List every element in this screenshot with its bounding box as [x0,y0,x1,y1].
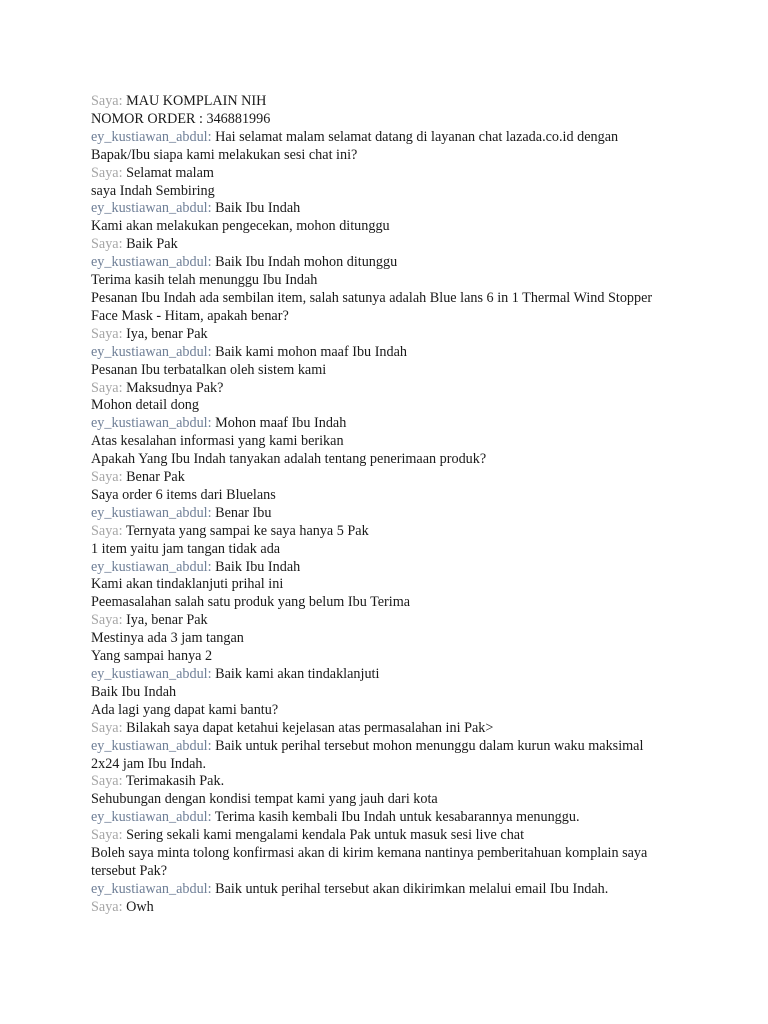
transcript-line [91,809,671,827]
transcript-line [91,666,671,684]
message-text: Terima kasih kembali Ibu Indah untuk kesabarannya menunggu. [214,809,580,826]
agent-name: ey_kustiawan_abdul: [91,343,212,360]
transcript-line [91,165,671,183]
message-text: Mohon detail dong [91,397,199,414]
transcript-line [91,899,671,917]
message-text: saya Indah Sembiring [91,182,215,199]
chat-transcript [91,93,671,917]
message-text: Peemasalahan salah satu produk yang belum Ibu Terima [91,594,411,611]
message-text: MAU KOMPLAIN NIH [126,93,267,109]
message-text: Baik untuk perihal tersebut mohon menunggu dalam kurun waku maksimal 2x24 jam Ibu Indah. [91,737,647,772]
message-text: Terimakasih Pak. [125,773,225,790]
transcript-line [91,505,671,523]
transcript-line [91,254,671,272]
user-name: Saya: [91,93,123,109]
message-text: Terima kasih telah menunggu Ibu Indah [91,272,318,289]
transcript-line [91,827,671,845]
transcript-line [91,362,671,380]
message-text: Baik Pak [126,236,178,253]
message-text: Yang sampai hanya 2 [91,648,213,665]
message-text: Saya order 6 items dari Bluelans [91,486,276,503]
message-text: Benar Pak [126,469,185,486]
transcript-line [91,702,671,720]
message-text: 1 item yaitu jam tangan tidak ada [91,540,281,557]
user-name: Saya: [91,236,123,253]
transcript-line [91,380,671,398]
message-text: Maksudnya Pak? [126,379,224,396]
message-text: Pesanan Ibu Indah ada sembilan item, salah satunya adalah Blue lans 6 in 1 Thermal Wind Stopper Face Mask - Hitam, apakah benar? [91,289,656,324]
agent-name: ey_kustiawan_abdul: [91,880,212,897]
message-text: Sehubungan dengan kondisi tempat kami yang jauh dari kota [91,791,438,808]
transcript-line [91,93,671,111]
transcript-line [91,684,671,702]
agent-name: ey_kustiawan_abdul: [91,809,212,826]
user-name: Saya: [91,898,123,915]
agent-name: ey_kustiawan_abdul: [91,504,212,521]
transcript-line [91,576,671,594]
message-text: Iya, benar Pak [126,325,208,342]
transcript-line [91,648,671,666]
user-name: Saya: [91,325,123,342]
message-text: NOMOR ORDER : 346881996 [91,110,271,127]
transcript-line [91,433,671,451]
transcript-line [91,720,671,738]
agent-name: ey_kustiawan_abdul: [91,128,212,145]
agent-name: ey_kustiawan_abdul: [91,737,212,754]
message-text: Hai selamat malam selamat datang di layanan chat lazada.co.id dengan Bapak/Ibu siapa kami melakukan sesi chat ini? [91,128,622,163]
transcript-line [91,487,671,505]
user-name: Saya: [91,827,123,844]
transcript-line [91,415,671,433]
transcript-line [91,738,671,774]
user-name: Saya: [91,612,123,629]
message-text: Benar Ibu [215,504,272,521]
message-text: Baik Ibu Indah [91,683,177,700]
agent-name: ey_kustiawan_abdul: [91,666,212,682]
message-text: Baik Ibu Indah [215,200,301,217]
message-text: Ternyata yang sampai ke saya hanya 5 Pak [125,522,369,539]
transcript-line [91,845,671,881]
transcript-line [91,773,671,791]
message-text: Iya, benar Pak [126,612,208,629]
transcript-line [91,881,671,899]
message-text: Baik Ibu Indah [215,558,301,575]
agent-name: ey_kustiawan_abdul: [91,415,212,432]
message-text: Baik kami mohon maaf Ibu Indah [215,343,408,360]
transcript-line [91,326,671,344]
agent-name: ey_kustiawan_abdul: [91,558,212,575]
transcript-line [91,559,671,577]
message-text: Selamat malam [126,164,214,181]
message-text: Mestinya ada 3 jam tangan [91,630,244,647]
message-text: Kami akan melakukan pengecekan, mohon ditunggu [91,218,390,235]
user-name: Saya: [91,469,123,486]
transcript-line [91,218,671,236]
transcript-line [91,183,671,201]
transcript-line [91,791,671,809]
transcript-line [91,451,671,469]
transcript-line [91,594,671,612]
message-text: Atas kesalahan informasi yang kami berikan [91,433,344,450]
user-name: Saya: [91,773,123,790]
transcript-line [91,344,671,362]
message-text: Apakah Yang Ibu Indah tanyakan adalah tentang penerimaan produk? [91,451,487,468]
transcript-line [91,129,671,165]
transcript-line [91,111,671,129]
message-text: Bilakah saya dapat ketahui kejelasan atas permasalahan ini Pak> [126,719,494,736]
transcript-line [91,523,671,541]
agent-name: ey_kustiawan_abdul: [91,200,212,217]
transcript-line [91,290,671,326]
transcript-line [91,469,671,487]
message-text: Baik kami akan tindaklanjuti [215,666,380,682]
message-text: Baik untuk perihal tersebut akan dikirimkan melalui email Ibu Indah. [215,880,609,897]
transcript-line [91,541,671,559]
message-text: Sering sekali kami mengalami kendala Pak untuk masuk sesi live chat [126,827,525,844]
transcript-line [91,630,671,648]
agent-name: ey_kustiawan_abdul: [91,254,212,271]
transcript-line [91,397,671,415]
message-text: Boleh saya minta tolong konfirmasi akan di kirim kemana nantinya pemberitahuan komplain saya tersebut Pak? [91,845,651,879]
transcript-line [91,272,671,290]
message-text: Baik Ibu Indah mohon ditunggu [215,254,398,271]
message-text: Mohon maaf Ibu Indah [215,415,347,432]
message-text: Kami akan tindaklanjuti prihal ini [91,576,284,593]
user-name: Saya: [91,379,123,396]
transcript-line [91,200,671,218]
message-text: Ada lagi yang dapat kami bantu? [91,701,279,718]
message-text: Pesanan Ibu terbatalkan oleh sistem kami [91,361,327,378]
transcript-line [91,612,671,630]
message-text: Owh [126,898,154,915]
transcript-line [91,236,671,254]
user-name: Saya: [91,164,123,181]
user-name: Saya: [91,719,123,736]
user-name: Saya: [91,522,123,539]
